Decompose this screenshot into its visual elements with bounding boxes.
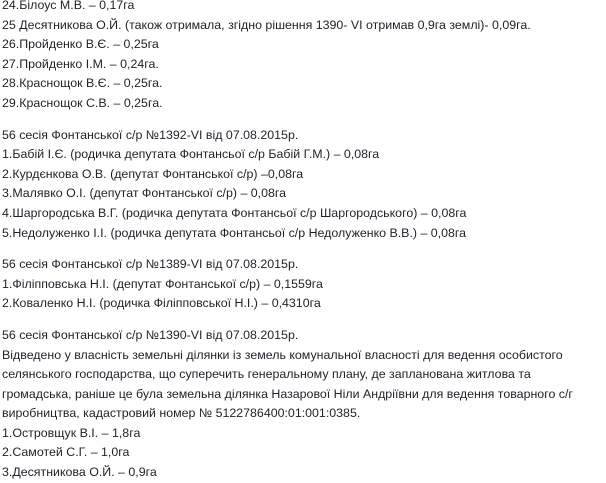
list-item: 3.Малявко О.І. (депутат Фонтанської с/р) – 0,08га	[2, 186, 287, 201]
session-1390-section	[2, 326, 602, 483]
list-item: 2.Коваленко Н.І. (родичка Філіпповської Н.І.) – 0,4310га	[2, 296, 321, 311]
paragraph-gap	[2, 243, 602, 255]
paragraph-line: виробництва, кадастровий номер № 5122786400:01:001:0385.	[2, 406, 361, 421]
list-item: 4.Шаргородська В.Г. (родичка депутата Фонтансьої с/р Шаргородського) – 0,08га	[2, 205, 467, 220]
paragraph-line: селянського господарства, що суперечить генеральному плану, де запланована житлова та	[2, 367, 531, 382]
list-item: 1.Островщук В.І. – 1,8га	[2, 425, 141, 440]
session-heading: 56 сесія Фонтанської с/р №1392-VІ від 07.08.2015р.	[2, 127, 299, 142]
list-item: 29.Краснощок С.В. – 0,25га.	[2, 95, 163, 110]
allocation-list-continued	[2, 0, 602, 114]
list-item: 1.Філіпповська Н.І. (депутат Фонтанської с/р) – 0,1559га	[2, 276, 323, 291]
list-item: 2.Самотей С.Г. – 1,0га	[2, 445, 130, 460]
paragraph-gap	[2, 114, 602, 126]
description-paragraph	[2, 346, 602, 424]
list-item: 25 Десятникова О.Й. (також отримала, згідно рішення 1390- VI отримав 0,9га землі)- 0,09га.	[2, 17, 531, 32]
list-item: 3.Десятникова О.Й. – 0,9га	[2, 465, 157, 480]
list-item: 24.Білоус М.В. – 0,17га	[2, 0, 135, 12]
session-1389-section	[2, 255, 602, 314]
paragraph-line: Відведено у власність земельні ділянки із земель комунальної власності для ведення особистого	[2, 347, 563, 362]
list-item: 26.Пройденко В.Є. – 0,25га	[2, 37, 159, 52]
list-item: 2.Курдєнкова О.В. (депутат Фонтанської с/р) –0,08га	[2, 166, 304, 181]
list-item: 1.Бабій І.Є. (родичка депутата Фонтансьої с/р Бабій Г.М.) – 0,08га	[2, 147, 380, 162]
list-item: 28.Краснощок В.Є. – 0,25га.	[2, 76, 163, 91]
document-body	[2, 0, 602, 483]
paragraph-line: громадська, раніше це була земельна ділянка Назарової Ніли Андріївни для ведення товарного с/г	[2, 386, 573, 401]
list-item: 27.Пройденко І.М. – 0,24га.	[2, 56, 159, 71]
list-item: 5.Недолуженко І.І. (родичка депутата Фонтансьої с/р Недолуженко В.В.) – 0,08га	[2, 225, 467, 240]
paragraph-gap	[2, 314, 602, 326]
session-heading: 56 сесія Фонтанської с/р №1390-VІ від 07.08.2015р.	[2, 327, 299, 342]
session-1392-section	[2, 126, 602, 244]
session-heading: 56 сесія Фонтанської с/р №1389-VІ від 07.08.2015р.	[2, 257, 299, 272]
